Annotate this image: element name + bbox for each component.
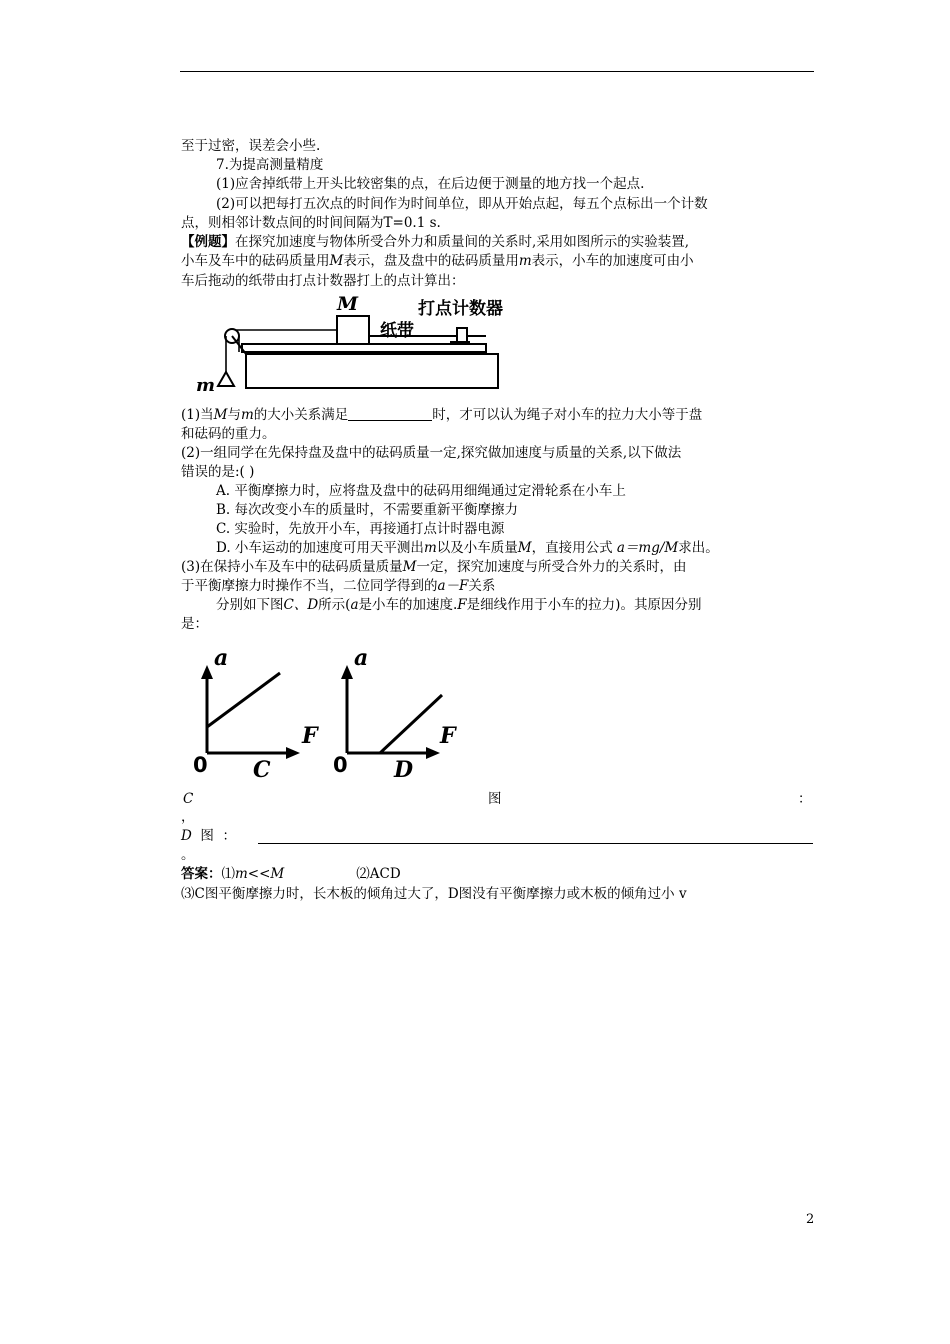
axis-a-label: a: [354, 645, 369, 671]
fill-comma: ，: [181, 809, 195, 825]
text-line: (2)可以把每打五次点的时间作为时间单位，即从开始点起，每五个点标出一个计数: [216, 196, 708, 212]
apparatus-figure: [190, 292, 510, 402]
fill-end: 。: [181, 847, 195, 863]
answer-line: ⑶C图平衡摩擦力时，长木板的倾角过大了，D图没有平衡摩擦力或木板的倾角过小 v: [181, 886, 687, 902]
text-line: (1)应舍掉纸带上开头比较密集的点，在后边便于测量的地方找一个起点.: [216, 176, 645, 192]
board: [242, 344, 486, 352]
example-line: 【例题】在探究加速度与物体所受合外力和质量间的关系时,采用如图所示的实验装置,: [181, 234, 690, 250]
q3-line: (3)在保持小车及车中的砝码质量质量M一定，探究加速度与所受合外力的关系时，由: [181, 559, 687, 575]
example-line: 车后拖动的纸带由打点计数器打上的点计算出：: [181, 273, 465, 289]
graph-c: [190, 645, 330, 785]
q1-line: (1)当M与m的大小关系满足 时，才可以认为绳子对小车的拉力大小等于盘: [181, 407, 703, 423]
fill-c-tu: 图: [488, 791, 502, 807]
answer-blank: [348, 408, 432, 421]
option-d: D. 小车运动的加速度可用天平测出m以及小车质量M，直接用公式 a＝mg/M求出。: [216, 540, 719, 556]
axis-f-label: F: [440, 723, 456, 749]
graph-c-line: [207, 673, 280, 727]
q2-line: 错误的是:( ): [181, 464, 255, 480]
origin-label: 0: [193, 753, 208, 777]
label-tape: 纸带: [380, 321, 414, 341]
q3-line: 是：: [181, 616, 208, 632]
example-tag: 【例题】: [181, 234, 235, 250]
graph-c-label: C: [253, 757, 271, 783]
option-b: B. 每次改变小车的质量时，不需要重新平衡摩擦力: [216, 502, 519, 518]
q1-line: 和砝码的重力。: [181, 426, 276, 442]
fill-c-colon: ：: [798, 791, 812, 807]
q3-line: 于平衡摩擦力时操作不当，二位同学得到的a－F关系: [181, 578, 496, 594]
option-c: C. 实验时，先放开小车，再接通打点计时器电源: [216, 521, 505, 537]
graph-d-label: D: [394, 757, 414, 783]
answer-line: 答案：⑴m<<M ⑵ACD: [181, 866, 401, 882]
cart-block: [337, 316, 369, 344]
q2-line: (2)一组同学在先保持盘及盘中的砝码质量一定,探究做加速度与质量的关系,以下做法: [181, 445, 682, 461]
axis-a-label: a: [214, 645, 229, 671]
origin-label: 0: [333, 753, 348, 777]
section-heading: 7.为提高测量精度: [216, 157, 324, 173]
fill-c-letter: C: [183, 791, 194, 807]
text-line: 至于过密，误差会小些.: [181, 138, 321, 154]
text-line: 点，则相邻计数点间的时间间隔为T=0.1 s.: [181, 215, 441, 231]
weight-triangle: [218, 372, 234, 386]
axis-f-label: F: [302, 723, 318, 749]
label-timer: 打点计数器: [418, 299, 503, 319]
table-block: [246, 354, 498, 388]
header-rule: [180, 71, 814, 72]
q3-line: 分别如下图C、D所示(a是小车的加速度.F是细线作用于小车的拉力)。其原因分别: [216, 597, 702, 613]
fill-d-line: D 图 ：: [181, 828, 237, 844]
option-a: A. 平衡摩擦力时，应将盘及盘中的砝码用细绳通过定滑轮系在小车上: [216, 483, 626, 499]
example-line: 小车及车中的砝码质量用M表示，盘及盘中的砝码质量用m表示，小车的加速度可由小: [181, 253, 694, 269]
answer-blank: [258, 843, 813, 844]
page-number: 2: [806, 1212, 815, 1227]
graph-d-line: [380, 695, 442, 753]
graph-d: [330, 645, 470, 785]
label-M: M: [337, 293, 359, 315]
label-m: m: [196, 375, 216, 396]
